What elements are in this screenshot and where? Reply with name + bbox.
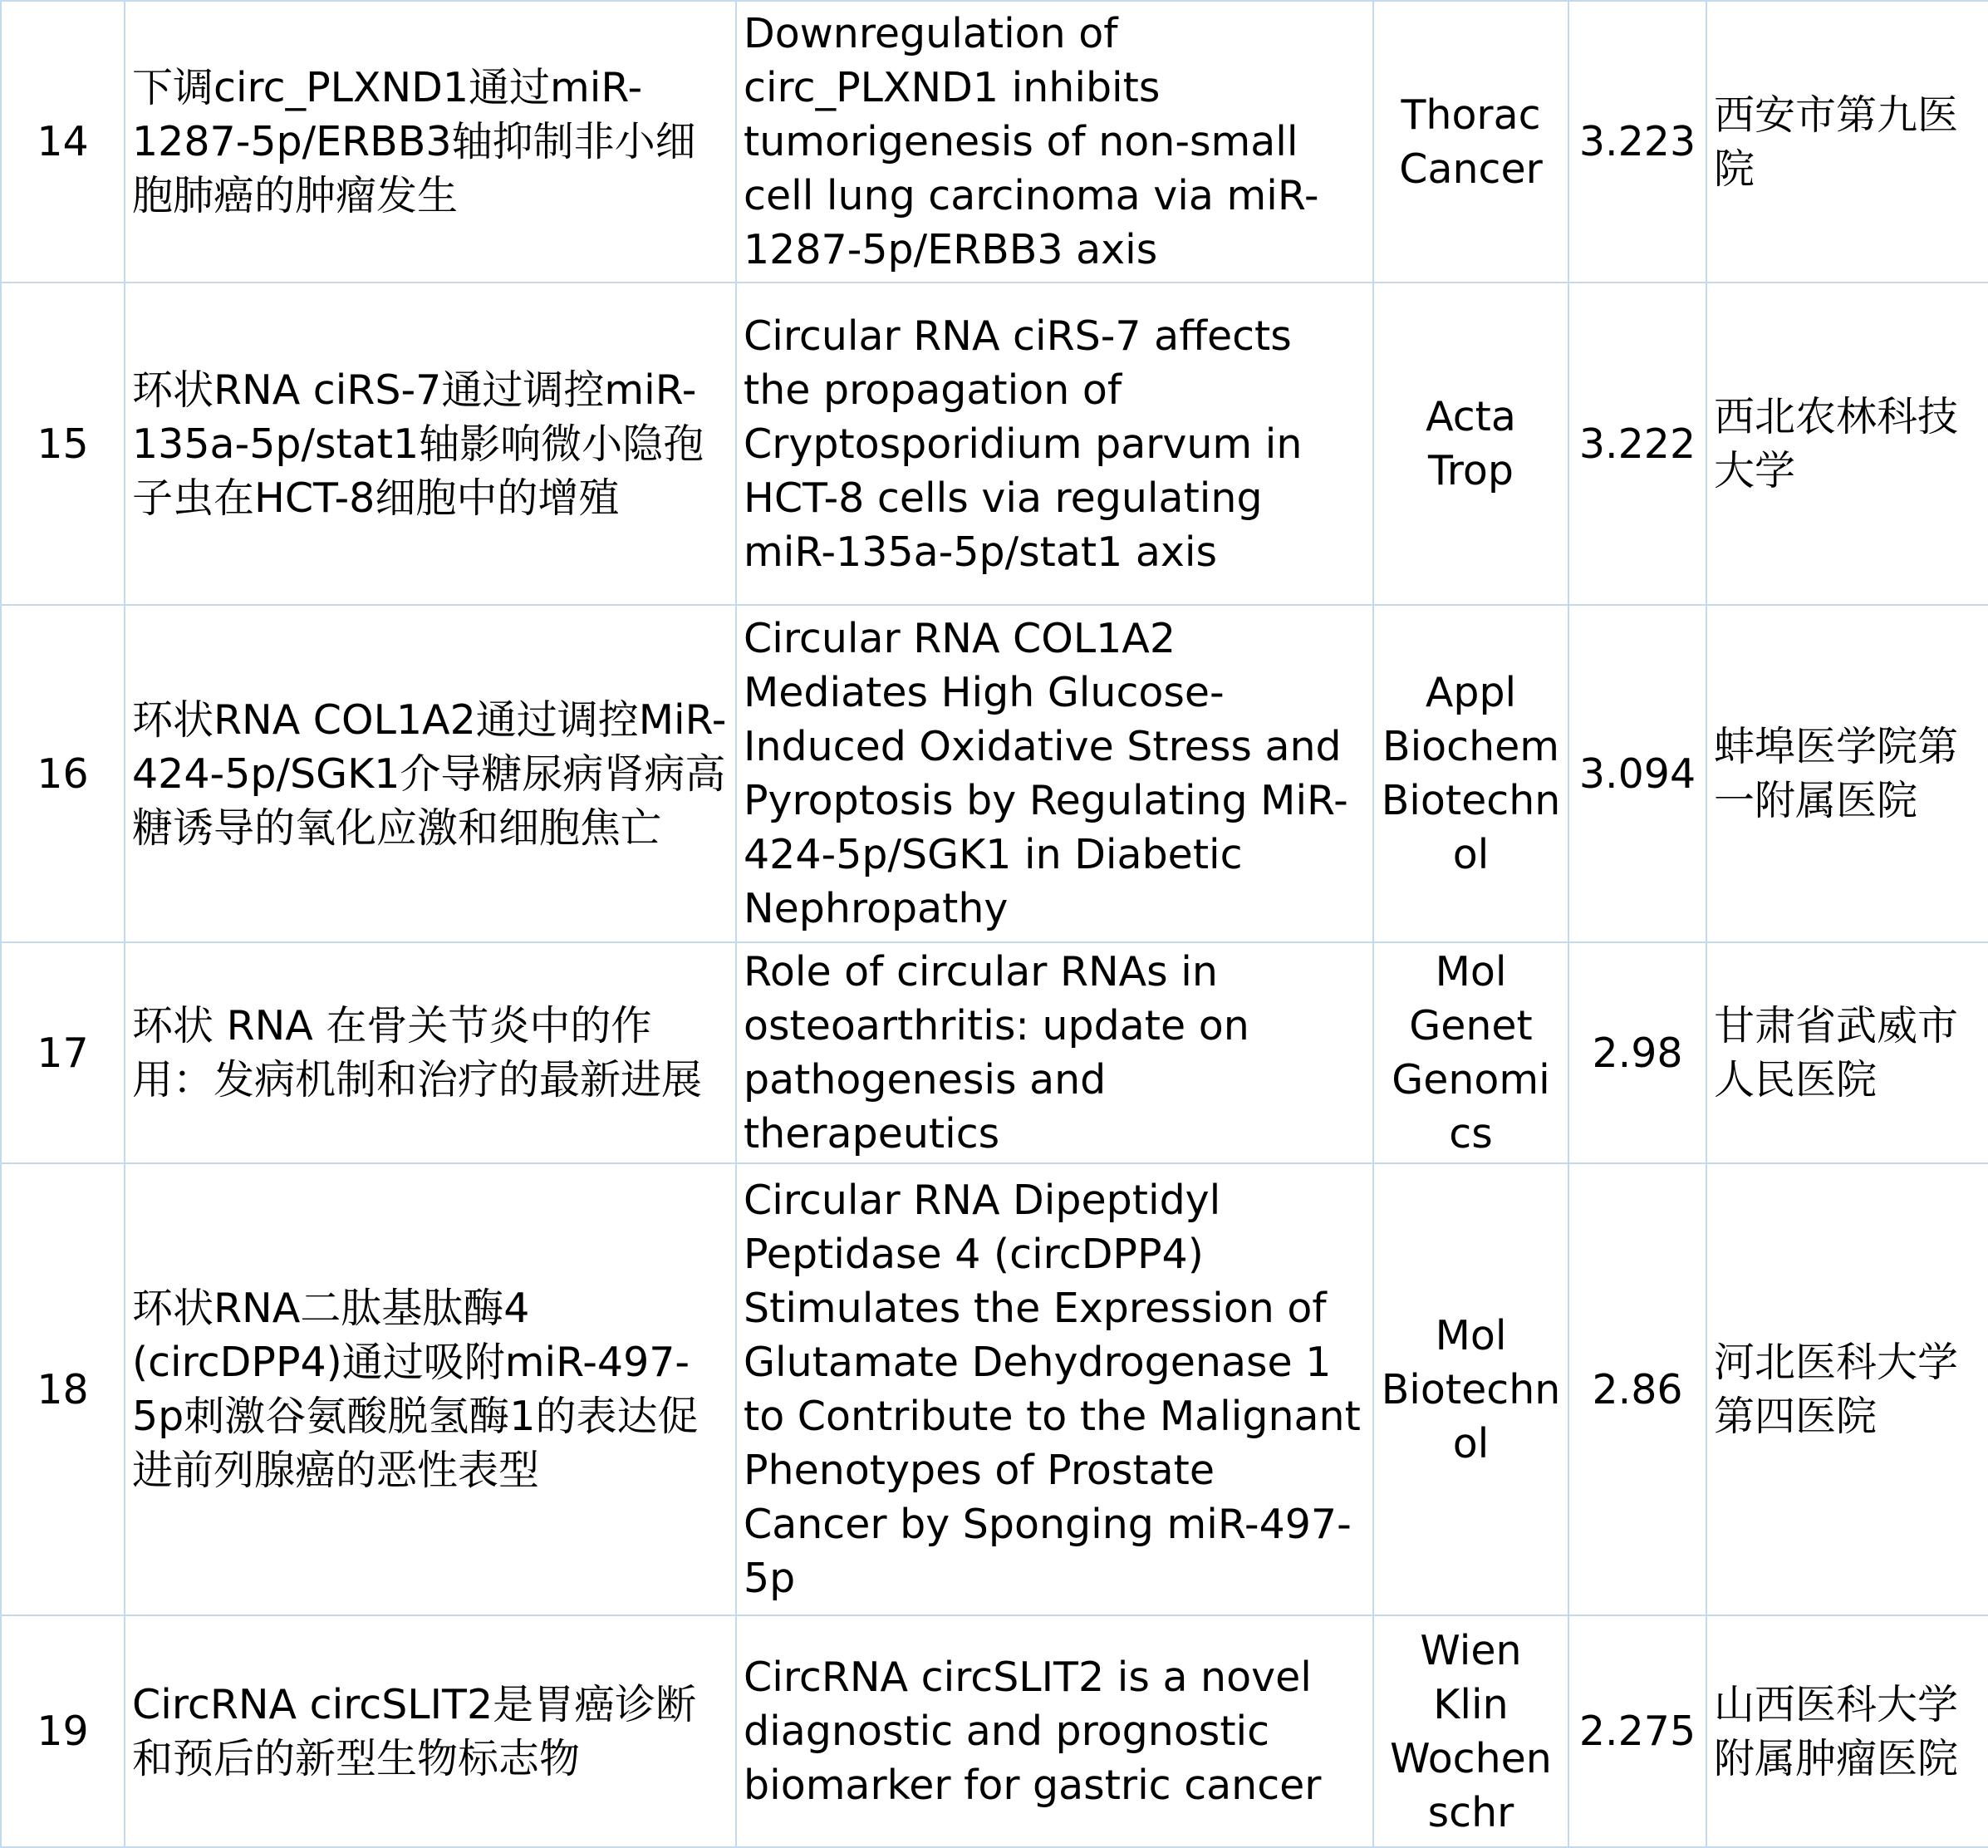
english-title: Circular RNA Dipeptidyl Peptidase 4 (circDPP4) Stimulates the Expression of Glutamate Dehydrogenase 1 to Contribute to the Malignant Phenotypes of Prostate Cancer by Sponging miR-497-5p [736,1163,1373,1615]
chinese-title: 环状RNA ciRS-7通过调控miR-135a-5p/stat1轴影响微小隐孢子虫在HCT-8细胞中的增殖 [125,283,736,605]
institution: 西安市第九医院 [1706,1,1988,283]
institution: 甘肃省武威市人民医院 [1706,942,1988,1163]
english-title: Circular RNA ciRS-7 affects the propagation of Cryptosporidium parvum in HCT-8 cells via regulating miR-135a-5p/stat1 axis [736,283,1373,605]
table-row [1,1163,1988,1615]
journal-name: Thorac Cancer [1373,1,1568,283]
row-number: 17 [1,942,125,1163]
impact-factor: 2.98 [1568,942,1706,1163]
impact-factor: 3.094 [1568,605,1706,942]
institution: 河北医科大学第四医院 [1706,1163,1988,1615]
english-title: Downregulation of circ_PLXND1 inhibits tumorigenesis of non-small cell lung carcinoma via miR-1287-5p/ERBB3 axis [736,1,1373,283]
row-number: 19 [1,1615,125,1847]
row-number: 14 [1,1,125,283]
table-row [1,605,1988,942]
table-row [1,283,1988,605]
institution: 山西医科大学附属肿瘤医院 [1706,1615,1988,1847]
row-number: 15 [1,283,125,605]
english-title: Role of circular RNAs in osteoarthritis: update on pathogenesis and therapeutics [736,942,1373,1163]
impact-factor: 2.86 [1568,1163,1706,1615]
impact-factor: 3.222 [1568,283,1706,605]
impact-factor: 2.275 [1568,1615,1706,1847]
chinese-title: 环状RNA二肽基肽酶4 (circDPP4)通过吸附miR-497-5p刺激谷氨酸脱氢酶1的表达促进前列腺癌的恶性表型 [125,1163,736,1615]
journal-name: Appl Biochem Biotechnol [1373,605,1568,942]
english-title: Circular RNA COL1A2 Mediates High Glucose-Induced Oxidative Stress and Pyroptosis by Regulating MiR-424-5p/SGK1 in Diabetic Nephropathy [736,605,1373,942]
chinese-title: 下调circ_PLXND1通过miR-1287-5p/ERBB3轴抑制非小细胞肺癌的肿瘤发生 [125,1,736,283]
chinese-title: 环状 RNA 在骨关节炎中的作用：发病机制和治疗的最新进展 [125,942,736,1163]
journal-name: Wien Klin Wochenschr [1373,1615,1568,1847]
english-title: CircRNA circSLIT2 is a novel diagnostic and prognostic biomarker for gastric cancer [736,1615,1373,1847]
journal-name: Acta Trop [1373,283,1568,605]
row-number: 16 [1,605,125,942]
table-row [1,942,1988,1163]
row-number: 18 [1,1163,125,1615]
institution: 蚌埠医学院第一附属医院 [1706,605,1988,942]
chinese-title: CircRNA circSLIT2是胃癌诊断和预后的新型生物标志物 [125,1615,736,1847]
chinese-title: 环状RNA COL1A2通过调控MiR-424-5p/SGK1介导糖尿病肾病高糖诱导的氧化应激和细胞焦亡 [125,605,736,942]
institution: 西北农林科技大学 [1706,283,1988,605]
table-row [1,1615,1988,1847]
journal-name: Mol Genet Genomics [1373,942,1568,1163]
journal-name: Mol Biotechnol [1373,1163,1568,1615]
impact-factor: 3.223 [1568,1,1706,283]
table-row [1,1,1988,283]
